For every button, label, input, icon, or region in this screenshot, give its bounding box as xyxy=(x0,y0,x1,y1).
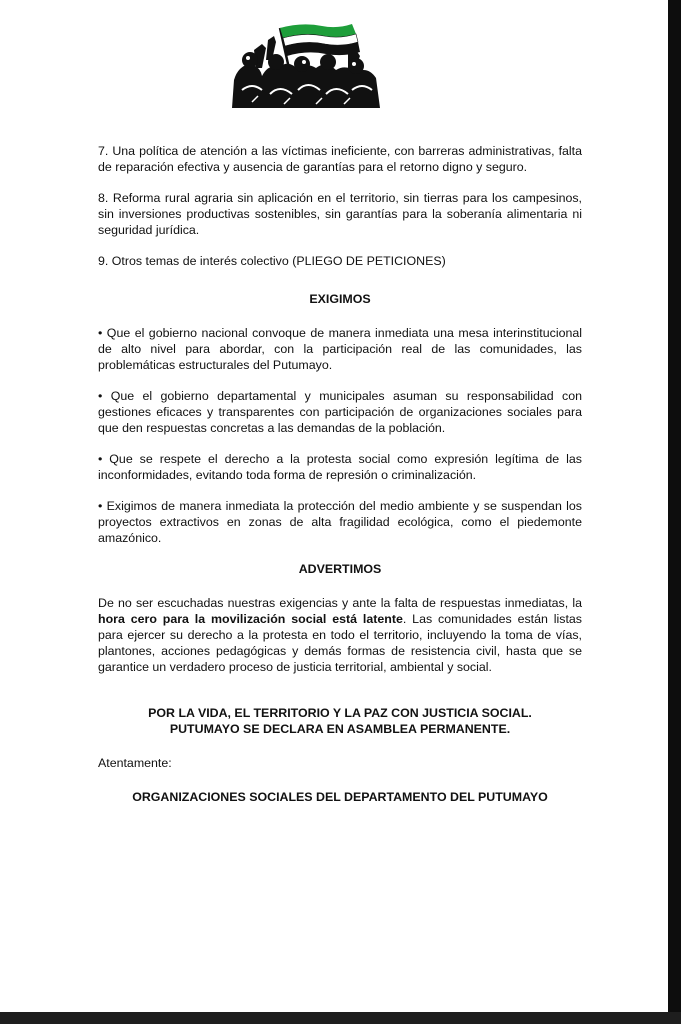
bullet-item: • Que el gobierno nacional convoque de manera inmediata una mesa interinstitucional de alto nivel para abordar, con la participación real de las comunidades, las problemáticas estructurales del Putumayo. xyxy=(98,326,582,372)
list-item: 9. Otros temas de interés colectivo (PLIEGO DE PETICIONES) xyxy=(98,254,446,268)
protest-crowd-flag-icon xyxy=(232,20,380,108)
slogan-line-2: PUTUMAYO SE DECLARA EN ASAMBLEA PERMANENTE. xyxy=(169,722,511,736)
document-body xyxy=(98,143,582,805)
bullet-item: • Que el gobierno departamental y municipales asuman su responsabilidad con gestiones eficaces y transparentes con participación de organizaciones sociales para que den respuestas concretas a las demandas de la población. xyxy=(98,389,582,435)
list-item: 7. Una política de atención a las víctimas ineficiente, con barreras administrativas, falta de reparación efectiva y ausencia de garantías para el retorno digno y seguro. xyxy=(98,144,582,174)
section-heading-exigimos: EXIGIMOS xyxy=(309,292,371,306)
advertimos-text-before: De no ser escuchadas nuestras exigencias y ante la falta de respuestas inmediatas, la xyxy=(98,596,582,610)
scrollbar[interactable] xyxy=(668,0,681,1024)
section-heading-advertimos: ADVERTIMOS xyxy=(298,562,382,576)
bullet-item: • Que se respete el derecho a la protesta social como expresión legítima de las inconformidades, evitando toda forma de represión o criminalización. xyxy=(98,452,582,482)
advertimos-text-after: . Las comunidades están listas para ejercer su derecho a la protesta en todo el territorio, incluyendo la toma de vías, plantones, acciones pedagógicas y demás formas de resistencia civil, hasta que se garantice un verdadero proceso de justicia territorial, ambiental y social. xyxy=(98,612,583,674)
advertimos-text-bold: hora cero para la movilización social está latente xyxy=(98,612,403,626)
advertimos-paragraph xyxy=(98,595,582,675)
bullet-item: • Exigimos de manera inmediata la protección del medio ambiente y se suspendan los proyectos extractivos en zonas de alta fragilidad ecológica, como el piedemonte amazónico. xyxy=(98,499,582,545)
signature: ORGANIZACIONES SOCIALES DEL DEPARTAMENTO DEL PUTUMAYO xyxy=(132,790,548,804)
salutation: Atentamente: xyxy=(98,756,172,770)
bottom-bar xyxy=(0,1012,681,1024)
slogan-line-1: POR LA VIDA, EL TERRITORIO Y LA PAZ CON JUSTICIA SOCIAL. xyxy=(148,706,532,720)
list-item: 8. Reforma rural agraria sin aplicación en el territorio, sin tierras para los campesinos, sin inversiones productivas sostenibles, sin garantías para la soberanía alimentaria ni seguridad jurídica. xyxy=(98,191,582,237)
